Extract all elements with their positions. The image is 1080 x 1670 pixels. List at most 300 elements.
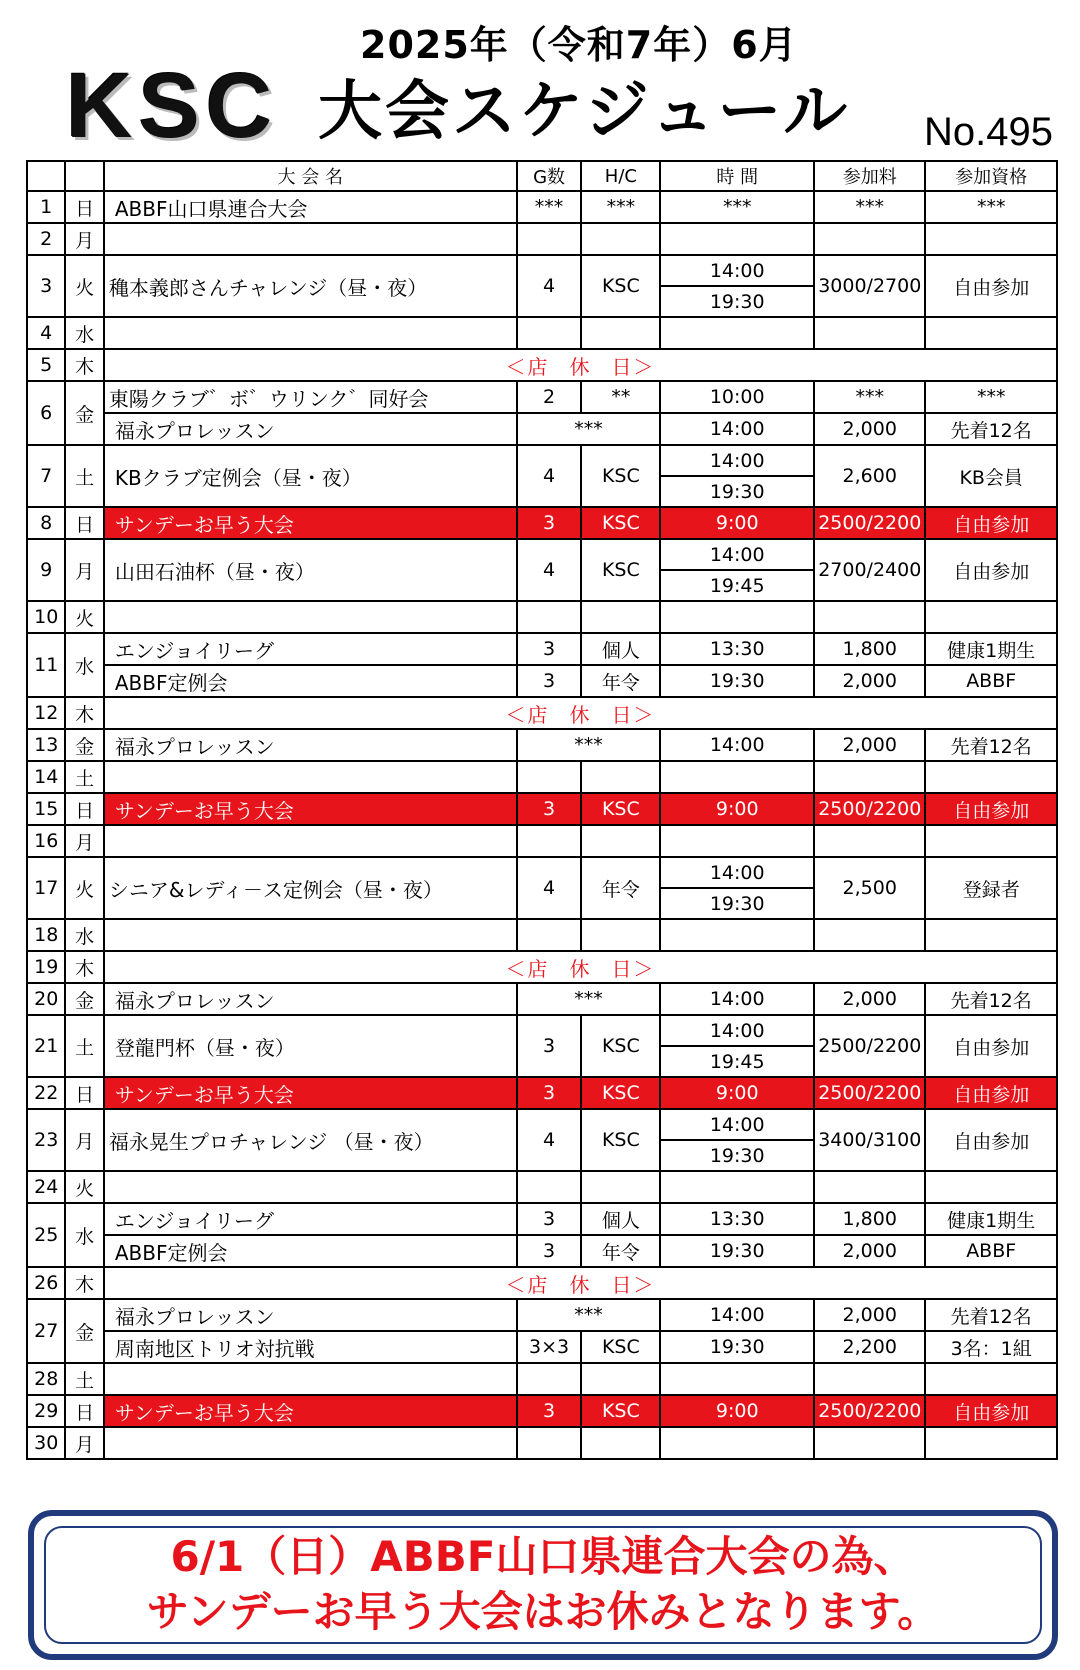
time-cell: [660, 255, 814, 317]
event-name: [104, 761, 517, 793]
event-name: エンジョイリーグ: [104, 1203, 517, 1235]
hc-cell: [581, 761, 660, 793]
event-name: サンデーお早う大会: [104, 507, 517, 539]
qualification-cell: 先着12名: [925, 729, 1057, 761]
time-cell: 9:00: [660, 507, 814, 539]
time-cell: 13:30: [660, 1203, 814, 1235]
table-row: [27, 729, 1057, 761]
fee-cell: 2500/2200: [814, 1015, 925, 1077]
store-holiday: [104, 951, 1057, 983]
weekday-cell: 土: [65, 445, 103, 507]
event-name: [104, 317, 517, 349]
fee-cell: 1,800: [814, 1203, 925, 1235]
hc-cell: [581, 601, 660, 633]
table-row: [27, 601, 1057, 633]
time-cell: [660, 601, 814, 633]
games-cell: [517, 825, 582, 857]
event-name: ABBF定例会: [104, 1235, 517, 1267]
table-row: [27, 1235, 1057, 1267]
notice-box: [28, 1510, 1058, 1660]
weekday-cell: 月: [65, 825, 103, 857]
qualification-cell: 自由参加: [925, 1109, 1057, 1171]
time-cell: 14:00: [660, 983, 814, 1015]
weekday-cell: 金: [65, 381, 103, 445]
holiday-label: ＜店: [505, 1272, 550, 1297]
time-cell: 19:30: [660, 1235, 814, 1267]
col-header: G数: [517, 161, 582, 191]
games-cell: ***: [517, 191, 582, 223]
table-row: [27, 255, 1057, 317]
fee-cell: 2500/2200: [814, 1395, 925, 1427]
games-cell: 2: [517, 381, 582, 413]
qualification-cell: 自由参加: [925, 1077, 1057, 1109]
qualification-cell: 3名：1組: [925, 1331, 1057, 1363]
weekday-cell: 木: [65, 1267, 103, 1299]
fee-cell: 2,000: [814, 413, 925, 445]
time-cell: ***: [660, 191, 814, 223]
games-hc-cell: ***: [517, 729, 661, 761]
event-name: 福永プロレッスン: [104, 1299, 517, 1331]
table-header-row: [27, 161, 1057, 191]
hc-cell: [581, 919, 660, 951]
hc-cell: KSC: [581, 507, 660, 539]
col-header: 大 会 名: [104, 161, 517, 191]
games-hc-cell: ***: [517, 413, 661, 445]
date-cell: 9: [27, 539, 65, 601]
event-name: [104, 1427, 517, 1459]
games-cell: 3: [517, 793, 582, 825]
fee-cell: 2,000: [814, 729, 925, 761]
table-row: [27, 381, 1057, 413]
fee-cell: 2,000: [814, 1235, 925, 1267]
time-day: 14:00: [709, 861, 765, 884]
games-cell: 3: [517, 633, 582, 665]
time-day: 14:00: [709, 543, 765, 566]
weekday-cell: 水: [65, 1203, 103, 1267]
qualification-cell: 自由参加: [925, 1395, 1057, 1427]
qualification-cell: ***: [925, 381, 1057, 413]
date-cell: 17: [27, 857, 65, 919]
hc-cell: KSC: [581, 793, 660, 825]
time-cell: 19:30: [660, 665, 814, 697]
col-header: 参加資格: [925, 161, 1057, 191]
qualification-cell: [925, 919, 1057, 951]
qualification-cell: 自由参加: [925, 255, 1057, 317]
time-cell: [660, 1363, 814, 1395]
event-name: シニア&レディ－ス定例会（昼・夜）: [104, 857, 517, 919]
fee-cell: 2500/2200: [814, 793, 925, 825]
table-row: [27, 317, 1057, 349]
time-cell: 13:30: [660, 633, 814, 665]
games-cell: 4: [517, 857, 582, 919]
date-cell: 23: [27, 1109, 65, 1171]
weekday-cell: 金: [65, 729, 103, 761]
hc-cell: 年令: [581, 1235, 660, 1267]
qualification-cell: ***: [925, 191, 1057, 223]
qualification-cell: 自由参加: [925, 539, 1057, 601]
time-cell: 9:00: [660, 1077, 814, 1109]
event-name: [104, 1171, 517, 1203]
table-row: [27, 1015, 1057, 1077]
weekday-cell: 月: [65, 1109, 103, 1171]
time-cell: [660, 539, 814, 601]
event-name: 周南地区トリオ対抗戦: [104, 1331, 517, 1363]
fee-cell: [814, 919, 925, 951]
holiday-label: ＜店: [505, 702, 550, 727]
fee-cell: 3400/3100: [814, 1109, 925, 1171]
holiday-label: 日＞: [611, 702, 656, 727]
time-cell: [660, 825, 814, 857]
date-cell: 13: [27, 729, 65, 761]
date-cell: 7: [27, 445, 65, 507]
weekday-cell: 土: [65, 761, 103, 793]
fee-cell: [814, 1363, 925, 1395]
time-day: 14:00: [709, 259, 765, 282]
event-name: 穐本義郎さんチャレンジ（昼・夜）: [104, 255, 517, 317]
time-night: 19:45: [661, 569, 813, 600]
time-night: 19:30: [661, 1139, 813, 1170]
event-name: 福永プロレッスン: [104, 983, 517, 1015]
time-cell: [660, 1171, 814, 1203]
games-cell: [517, 1363, 582, 1395]
hc-cell: 個人: [581, 1203, 660, 1235]
event-name: 福永プロレッスン: [104, 413, 517, 445]
event-name: 山田石油杯（昼・夜）: [104, 539, 517, 601]
time-cell: [660, 1109, 814, 1171]
time-cell: [660, 1427, 814, 1459]
qualification-cell: [925, 825, 1057, 857]
games-cell: [517, 919, 582, 951]
date-cell: 10: [27, 601, 65, 633]
games-cell: 3×3: [517, 1331, 582, 1363]
date-cell: 16: [27, 825, 65, 857]
fee-cell: [814, 601, 925, 633]
fee-cell: 2,000: [814, 983, 925, 1015]
games-cell: 3: [517, 1395, 582, 1427]
qualification-cell: ABBF: [925, 1235, 1057, 1267]
fee-cell: [814, 1427, 925, 1459]
weekday-cell: 水: [65, 919, 103, 951]
event-name: ABBF定例会: [104, 665, 517, 697]
weekday-cell: 金: [65, 1299, 103, 1363]
fee-cell: [814, 1171, 925, 1203]
weekday-cell: 月: [65, 1427, 103, 1459]
games-cell: 4: [517, 1109, 582, 1171]
games-cell: 3: [517, 1203, 582, 1235]
qualification-cell: KB会員: [925, 445, 1057, 507]
hc-cell: ***: [581, 191, 660, 223]
hc-cell: KSC: [581, 1077, 660, 1109]
time-cell: [660, 317, 814, 349]
event-name: [104, 223, 517, 255]
table-row: [27, 857, 1057, 919]
event-name: ABBF山口県連合大会: [104, 191, 517, 223]
qualification-cell: 先着12名: [925, 1299, 1057, 1331]
fee-cell: 2,500: [814, 857, 925, 919]
games-cell: [517, 223, 582, 255]
time-night: 19:45: [661, 1045, 813, 1076]
time-cell: 14:00: [660, 413, 814, 445]
table-row: [27, 1427, 1057, 1459]
hc-cell: [581, 1427, 660, 1459]
holiday-label: 日＞: [611, 354, 656, 379]
time-cell: [660, 761, 814, 793]
table-row: [27, 633, 1057, 665]
col-header: H/C: [581, 161, 660, 191]
fee-cell: 2500/2200: [814, 507, 925, 539]
time-cell: [660, 857, 814, 919]
qualification-cell: [925, 317, 1057, 349]
date-cell: 4: [27, 317, 65, 349]
time-cell: [660, 445, 814, 507]
qualification-cell: [925, 761, 1057, 793]
holiday-label: 休: [569, 956, 592, 981]
hc-cell: KSC: [581, 445, 660, 507]
qualification-cell: ABBF: [925, 665, 1057, 697]
date-cell: 25: [27, 1203, 65, 1267]
qualification-cell: [925, 1427, 1057, 1459]
time-cell: 9:00: [660, 1395, 814, 1427]
date-cell: 14: [27, 761, 65, 793]
table-row: [27, 951, 1057, 983]
games-hc-cell: ***: [517, 1299, 661, 1331]
date-cell: 22: [27, 1077, 65, 1109]
ksc-logo: KSC: [66, 55, 279, 157]
qualification-cell: 登録者: [925, 857, 1057, 919]
hc-cell: KSC: [581, 1395, 660, 1427]
event-name: [104, 919, 517, 951]
time-day: 14:00: [709, 1113, 765, 1136]
games-cell: 4: [517, 255, 582, 317]
holiday-label: 日＞: [611, 956, 656, 981]
notice-line: 6/1（日）ABBF山口県連合大会の為、: [170, 1532, 916, 1582]
qualification-cell: [925, 601, 1057, 633]
weekday-cell: 木: [65, 697, 103, 729]
table-row: [27, 825, 1057, 857]
event-name: サンデーお早う大会: [104, 793, 517, 825]
notice-line: サンデーお早う大会はお休みとなります。: [146, 1587, 940, 1636]
table-row: [27, 507, 1057, 539]
time-day: 14:00: [709, 1019, 765, 1042]
games-cell: 3: [517, 1077, 582, 1109]
hc-cell: [581, 317, 660, 349]
fee-cell: [814, 761, 925, 793]
fee-cell: 3000/2700: [814, 255, 925, 317]
date-cell: 8: [27, 507, 65, 539]
date-cell: 2: [27, 223, 65, 255]
games-cell: [517, 601, 582, 633]
qualification-cell: [925, 223, 1057, 255]
hc-cell: [581, 825, 660, 857]
weekday-cell: 日: [65, 507, 103, 539]
fee-cell: [814, 223, 925, 255]
schedule-month: 2025年（令和7年）6月: [360, 23, 798, 67]
holiday-label: ＜店: [505, 956, 550, 981]
table-row: [27, 349, 1057, 381]
date-cell: 12: [27, 697, 65, 729]
date-cell: 15: [27, 793, 65, 825]
games-cell: [517, 1171, 582, 1203]
table-row: [27, 413, 1057, 445]
fee-cell: [814, 825, 925, 857]
weekday-cell: 火: [65, 1171, 103, 1203]
hc-cell: 年令: [581, 665, 660, 697]
table-row: [27, 1109, 1057, 1171]
fee-cell: 2700/2400: [814, 539, 925, 601]
table-row: [27, 919, 1057, 951]
date-cell: 28: [27, 1363, 65, 1395]
date-cell: 1: [27, 191, 65, 223]
table-row: [27, 665, 1057, 697]
hc-cell: **: [581, 381, 660, 413]
weekday-cell: 火: [65, 601, 103, 633]
fee-cell: 2,000: [814, 665, 925, 697]
holiday-label: ＜店: [505, 354, 550, 379]
fee-cell: 1,800: [814, 633, 925, 665]
weekday-cell: 木: [65, 349, 103, 381]
holiday-label: 休: [569, 354, 592, 379]
weekday-cell: 土: [65, 1015, 103, 1077]
date-cell: 6: [27, 381, 65, 445]
fee-cell: 2,200: [814, 1331, 925, 1363]
time-day: 14:00: [709, 449, 765, 472]
table-row: [27, 697, 1057, 729]
table-row: [27, 983, 1057, 1015]
games-cell: 3: [517, 1235, 582, 1267]
weekday-cell: 月: [65, 223, 103, 255]
weekday-cell: 日: [65, 793, 103, 825]
holiday-label: 日＞: [611, 1272, 656, 1297]
qualification-cell: 健康1期生: [925, 633, 1057, 665]
table-row: [27, 1331, 1057, 1363]
hc-cell: KSC: [581, 1331, 660, 1363]
fee-cell: ***: [814, 381, 925, 413]
time-night: 19:30: [661, 887, 813, 918]
event-name: 東陽クラブ゛ボ゛ウリンク゛同好会: [104, 381, 517, 413]
fee-cell: [814, 317, 925, 349]
table-row: [27, 1171, 1057, 1203]
games-cell: 3: [517, 1015, 582, 1077]
hc-cell: [581, 223, 660, 255]
store-holiday: [104, 349, 1057, 381]
event-name: エンジョイリーグ: [104, 633, 517, 665]
games-hc-cell: ***: [517, 983, 661, 1015]
time-cell: 14:00: [660, 1299, 814, 1331]
hc-cell: [581, 1171, 660, 1203]
date-cell: 26: [27, 1267, 65, 1299]
table-row: [27, 793, 1057, 825]
event-name: 福永晃生プロチャレンジ （昼・夜）: [104, 1109, 517, 1171]
weekday-cell: 日: [65, 191, 103, 223]
date-cell: 18: [27, 919, 65, 951]
store-holiday: [104, 1267, 1057, 1299]
weekday-cell: 日: [65, 1395, 103, 1427]
weekday-cell: 木: [65, 951, 103, 983]
games-cell: [517, 317, 582, 349]
holiday-label: 休: [569, 1272, 592, 1297]
time-cell: 14:00: [660, 729, 814, 761]
games-cell: 3: [517, 507, 582, 539]
hc-cell: KSC: [581, 1015, 660, 1077]
time-cell: [660, 1015, 814, 1077]
event-name: [104, 601, 517, 633]
weekday-cell: 水: [65, 633, 103, 697]
event-name: 登龍門杯（昼・夜）: [104, 1015, 517, 1077]
hc-cell: KSC: [581, 1109, 660, 1171]
table-row: [27, 1395, 1057, 1427]
date-cell: 24: [27, 1171, 65, 1203]
fee-cell: 2,600: [814, 445, 925, 507]
weekday-cell: 水: [65, 317, 103, 349]
holiday-label: 休: [569, 702, 592, 727]
table-row: [27, 1077, 1057, 1109]
table-row: [27, 1363, 1057, 1395]
time-cell: [660, 919, 814, 951]
hc-cell: 年令: [581, 857, 660, 919]
store-holiday: [104, 697, 1057, 729]
time-night: 19:30: [661, 285, 813, 316]
fee-cell: ***: [814, 191, 925, 223]
games-cell: [517, 761, 582, 793]
page-title: 大会スケジュール: [318, 75, 851, 149]
hc-cell: 個人: [581, 633, 660, 665]
games-cell: 4: [517, 445, 582, 507]
issue-number: No.495: [924, 110, 1053, 154]
time-cell: 9:00: [660, 793, 814, 825]
fee-cell: 2,000: [814, 1299, 925, 1331]
weekday-cell: 土: [65, 1363, 103, 1395]
hc-cell: KSC: [581, 255, 660, 317]
qualification-cell: 先着12名: [925, 413, 1057, 445]
table-row: [27, 191, 1057, 223]
games-cell: 3: [517, 665, 582, 697]
time-cell: 19:30: [660, 1331, 814, 1363]
event-name: [104, 1363, 517, 1395]
table-row: [27, 1299, 1057, 1331]
qualification-cell: [925, 1171, 1057, 1203]
weekday-cell: 日: [65, 1077, 103, 1109]
date-cell: 5: [27, 349, 65, 381]
fee-cell: 2500/2200: [814, 1077, 925, 1109]
table-row: [27, 223, 1057, 255]
weekday-cell: 月: [65, 539, 103, 601]
qualification-cell: 先着12名: [925, 983, 1057, 1015]
event-name: サンデーお早う大会: [104, 1395, 517, 1427]
time-cell: 10:00: [660, 381, 814, 413]
col-header: 参加料: [814, 161, 925, 191]
qualification-cell: 健康1期生: [925, 1203, 1057, 1235]
table-row: [27, 1267, 1057, 1299]
weekday-cell: 金: [65, 983, 103, 1015]
table-row: [27, 445, 1057, 507]
col-header: 時 間: [660, 161, 814, 191]
table-row: [27, 539, 1057, 601]
table-row: [27, 1203, 1057, 1235]
table-row: [27, 761, 1057, 793]
qualification-cell: 自由参加: [925, 793, 1057, 825]
date-cell: 11: [27, 633, 65, 697]
games-cell: [517, 1427, 582, 1459]
event-name: KBクラブ定例会（昼・夜）: [104, 445, 517, 507]
weekday-cell: 火: [65, 857, 103, 919]
date-cell: 20: [27, 983, 65, 1015]
time-cell: [660, 223, 814, 255]
time-night: 19:30: [661, 475, 813, 506]
event-name: [104, 825, 517, 857]
games-cell: 4: [517, 539, 582, 601]
hc-cell: KSC: [581, 539, 660, 601]
hc-cell: [581, 1363, 660, 1395]
